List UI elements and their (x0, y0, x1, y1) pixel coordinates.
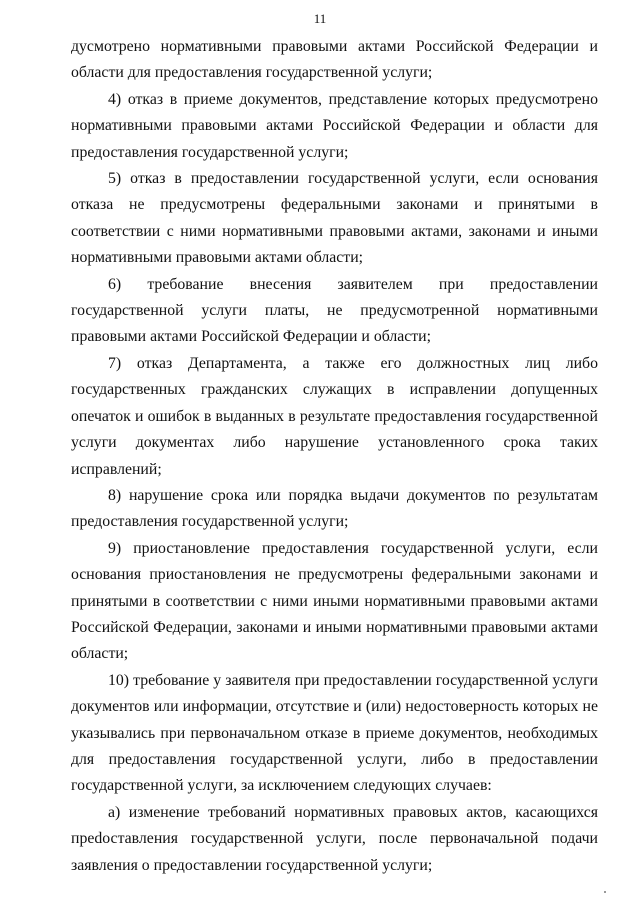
paragraph-item-6: 6) требование внесения заявителем при предоставлении государственной услуги платы, не предусмотренной нормативными правовыми актами Российской Федерации и области; (71, 275, 598, 346)
paragraph-item-10: 10) требование у заявителя при предоставлении государственной услуги документов или информации, отсутствие и (или) недостоверность которых не указывались при первоначальном отказе в приеме документов, необходимых для предоставления государственной услуги, либо в предоставлении государственной услуги, за исключением следующих случаев: (71, 671, 598, 795)
paragraph-item-a: а) изменение требований нормативных правовых актов, касающихся преdоставления государственной услуги, после первоначальной подачи заявления о предоставлении государственной услуги; (71, 803, 598, 874)
paragraph-item-9: 9) приостановление предоставления государственной услуги, если основания приостановления не предусмотрены федеральными законами и принятыми в соответствии с ними иными нормативными правовыми актами Российской Федерации, законами и иными нормативными правовыми актами области; (71, 539, 598, 663)
paragraph-continuation: дусмотрено нормативными правовыми актами Российской Федерации и области для предоставления государственной услуги; (71, 38, 598, 82)
paragraph-item-5: 5) отказ в предоставлении государственной услуги, если основания отказа не предусмотрены федеральными законами и принятыми в соответствии с ними нормативными правовыми актами, законами и иными нормативными правовыми актами области; (71, 170, 598, 267)
paragraph-item-7: 7) отказ Департамента, а также его должностных лиц либо государственных гражданских служащих в исправлении допущенных опечаток и ошибок в выданных в результате предоставления государственной услуги документах либо нарушение установленного срока таких исправлений; (71, 354, 598, 478)
paragraph-item-4: 4) отказ в приеме документов, представление которых предусмотрено нормативными правовыми актами Российской Федерации и области для предоставления государственной услуги; (71, 90, 598, 161)
document-body (71, 34, 598, 879)
page-number: 11 (313, 11, 327, 26)
paragraph-item-8: 8) нарушение срока или порядка выдачи документов по результатам предоставления государственной услуги; (71, 486, 598, 531)
scan-mark (604, 891, 606, 893)
